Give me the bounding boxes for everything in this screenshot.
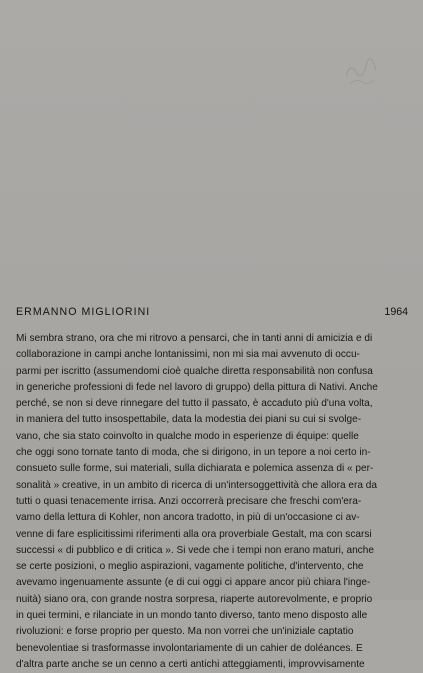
text-line: in quei termini, e rilanciate in un mondo tanto diverso, tanto meno disposto alle [16,610,368,622]
text-line: nuità) siano ora, con grande nostra sorpresa, riaperte autorevolmente, e proprio [16,593,373,605]
text-line: consueto sulle forme, sui materiali, sulla dichiarata e polemica assenza di « per- [16,463,374,475]
text-line: in generiche professioni di fede nel lavoro di gruppo) della pittura di Nativi. Anche [16,381,378,393]
text-line: tutti o quasi tenacemente irrisa. Anzi occorrerà precisare che freschi com'era- [16,495,362,507]
text-line: benevolentiae si trasformasse involontariamente di un cahier de doléances. E [16,642,363,654]
text-line: collaborazione in campi anche lontanissimi, non mi sia mai avvenuto di occu- [16,349,360,361]
text-line: rivoluzioni: e forse proprio per questo. Ma non vorrei che un'iniziale captatio [16,626,354,638]
essay-header [16,306,408,320]
text-line: successi « di pubblico e di critica ». Si vede che i tempi non erano maturi, anche [16,544,374,556]
text-line: in maniera del tutto insospettabile, data la modestia dei piani su cui si svolge- [16,414,362,426]
author-name: ERMANNO MIGLIORINI [16,306,151,318]
text-line: d'altra parte anche se un cenno a certi antichi atteggiamenti, improvvisamente [16,658,365,670]
publication-year: 1964 [384,306,408,318]
text-line: vamo della lettura di Kohler, non ancora tradotto, in più di un'occasione ci av- [16,512,360,524]
text-line: sonalità » creative, in un ambito di ricerca di un'intersoggettività che allora era da [16,479,378,491]
text-line: perché, se non si deve rinnegare del tutto il passato, è accaduto più d'una volta, [16,398,373,410]
text-line: vano, che sia stato coinvolto in qualche modo in esperienze di équipe: quelle [16,430,359,442]
text-line: Mi sembra strano, ora che mi ritrovo a pensarci, che in tanti anni di amicizia e di [16,333,373,344]
text-line: che oggi sono tornate tanto di moda, che si dirigono, in un tepore a noi certo in- [16,447,371,459]
text-line: se certe posizioni, o meglio aspirazioni, vagamente politiche, d'intervento, che [16,561,364,573]
text-line: avevamo ingenuamente assunte (e di cui oggi ci appare ancor più chiara l'inge- [16,577,371,589]
text-line: venne di fare esplicitissimi riferimenti alla ora proverbiale Gestalt, ma con scarsi [16,528,372,540]
essay-body [16,331,411,673]
pencil-scribble-mark [340,52,380,92]
text-line: parmi per iscritto (assumendomi cioè qualche diretta responsabilità non confusa [16,365,373,377]
